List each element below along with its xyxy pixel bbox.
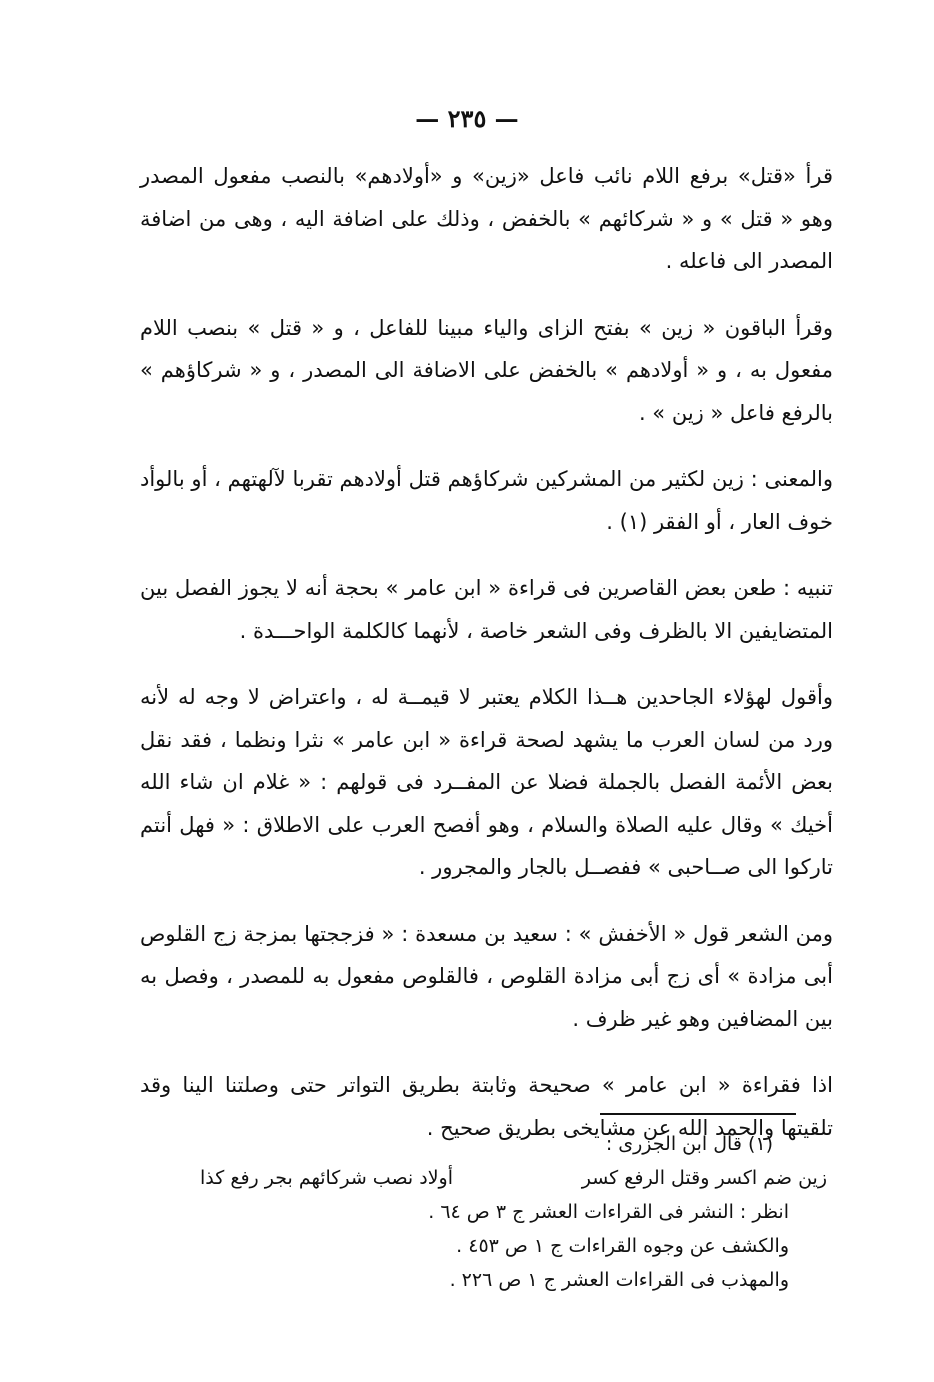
paragraph-5: وأقول لهؤلاء الجاحدين هــذا الكلام يعتبر لا قيمــة له ، واعتراض لا وجه له لأنه ورد من لسان العرب ما يشهد لصحة قراءة « ابن عامر » نثرا ونظما ، فقد نقل بعض الأئمة الفصل بالجملة فضلا عن المفــرد فى قولهم : « غلام ان شاء الله أخيك » وقال عليه الصلاة والسلام ، وهو أفصح العرب على الاطلاق : « فهل أنتم تاركوا الى صــاحبى » ففصــل بالجار والمجرور . [140, 685, 833, 879]
footnote-separator [600, 1113, 796, 1115]
footnote-reference: والمهذب فى القراءات العشر ج ١ ص ٢٢٦ . [449, 1269, 789, 1291]
verse-second-hemistich: أولاد نصب شركائهم بجر رفع كذا [200, 1167, 454, 1189]
footnotes [140, 1127, 833, 1297]
main-text [140, 155, 833, 1173]
verse-first-hemistich: زين ضم اكسر وقتل الرفع كسر [581, 1167, 827, 1189]
footnote-heading: (١) قال ابن الجزرى : [605, 1133, 773, 1155]
paragraph-6: ومن الشعر قول « الأخفش » : سعيد بن مسعدة : « فزججتها بمزجة زج القلوص أبى مزادة » أى زج أبى مزادة القلوص ، فالقلوص مفعول به للمصدر ، وفصل به بين المضافين وهو غير ظرف . [140, 921, 833, 1031]
footnote-reference: انظر : النشر فى القراءات العشر ج ٣ ص ٦٤ . [428, 1201, 789, 1223]
paragraph-1: قرأ «قتل» برفع اللام نائب فاعل «زين» و «أولادهم» بالنصب مفعول المصدر وهو « قتل » و « شركائهم » بالخفض ، وذلك على اضافة اليه ، وهى من اضافة المصدر الى فاعله . [140, 164, 833, 273]
paragraph-4: تنبيه : طعن بعض القاصرين فى قراءة « ابن عامر » بحجة أنه لا يجوز الفصل بين المتضايفين الا بالظرف وفى الشعر خاصة ، لأنهما كالكلمة الواحـــدة . [140, 576, 833, 643]
footnote-verse [200, 1161, 827, 1195]
footnote-reference: والكشف عن وجوه القراءات ج ١ ص ٤٥٣ . [456, 1235, 789, 1257]
paragraph-7: اذا فقراءة « ابن عامر » صحيحة وثابتة بطريق التواتر حتى وصلتنا الينا وقد تلقيتها والحمد الله عن مشايخى بطريق صحيح . [140, 1073, 833, 1140]
paragraph-2: وقرأ الباقون « زين » بفتح الزاى والياء مبينا للفاعل ، و « قتل » بنصب اللام مفعول به ، و « أولادهم » بالخفض على الاضافة الى المصدر ، و « شركاؤهم » بالرفع فاعل « زين » . [140, 315, 833, 425]
page-number: — ٢٣٥ — [415, 104, 519, 133]
paragraph-3: والمعنى : زين لكثير من المشركين شركاؤهم قتل أولادهم تقربا لآلهتهم ، أو بالوأد خوف العار ، أو الفقر (١) . [140, 467, 833, 534]
